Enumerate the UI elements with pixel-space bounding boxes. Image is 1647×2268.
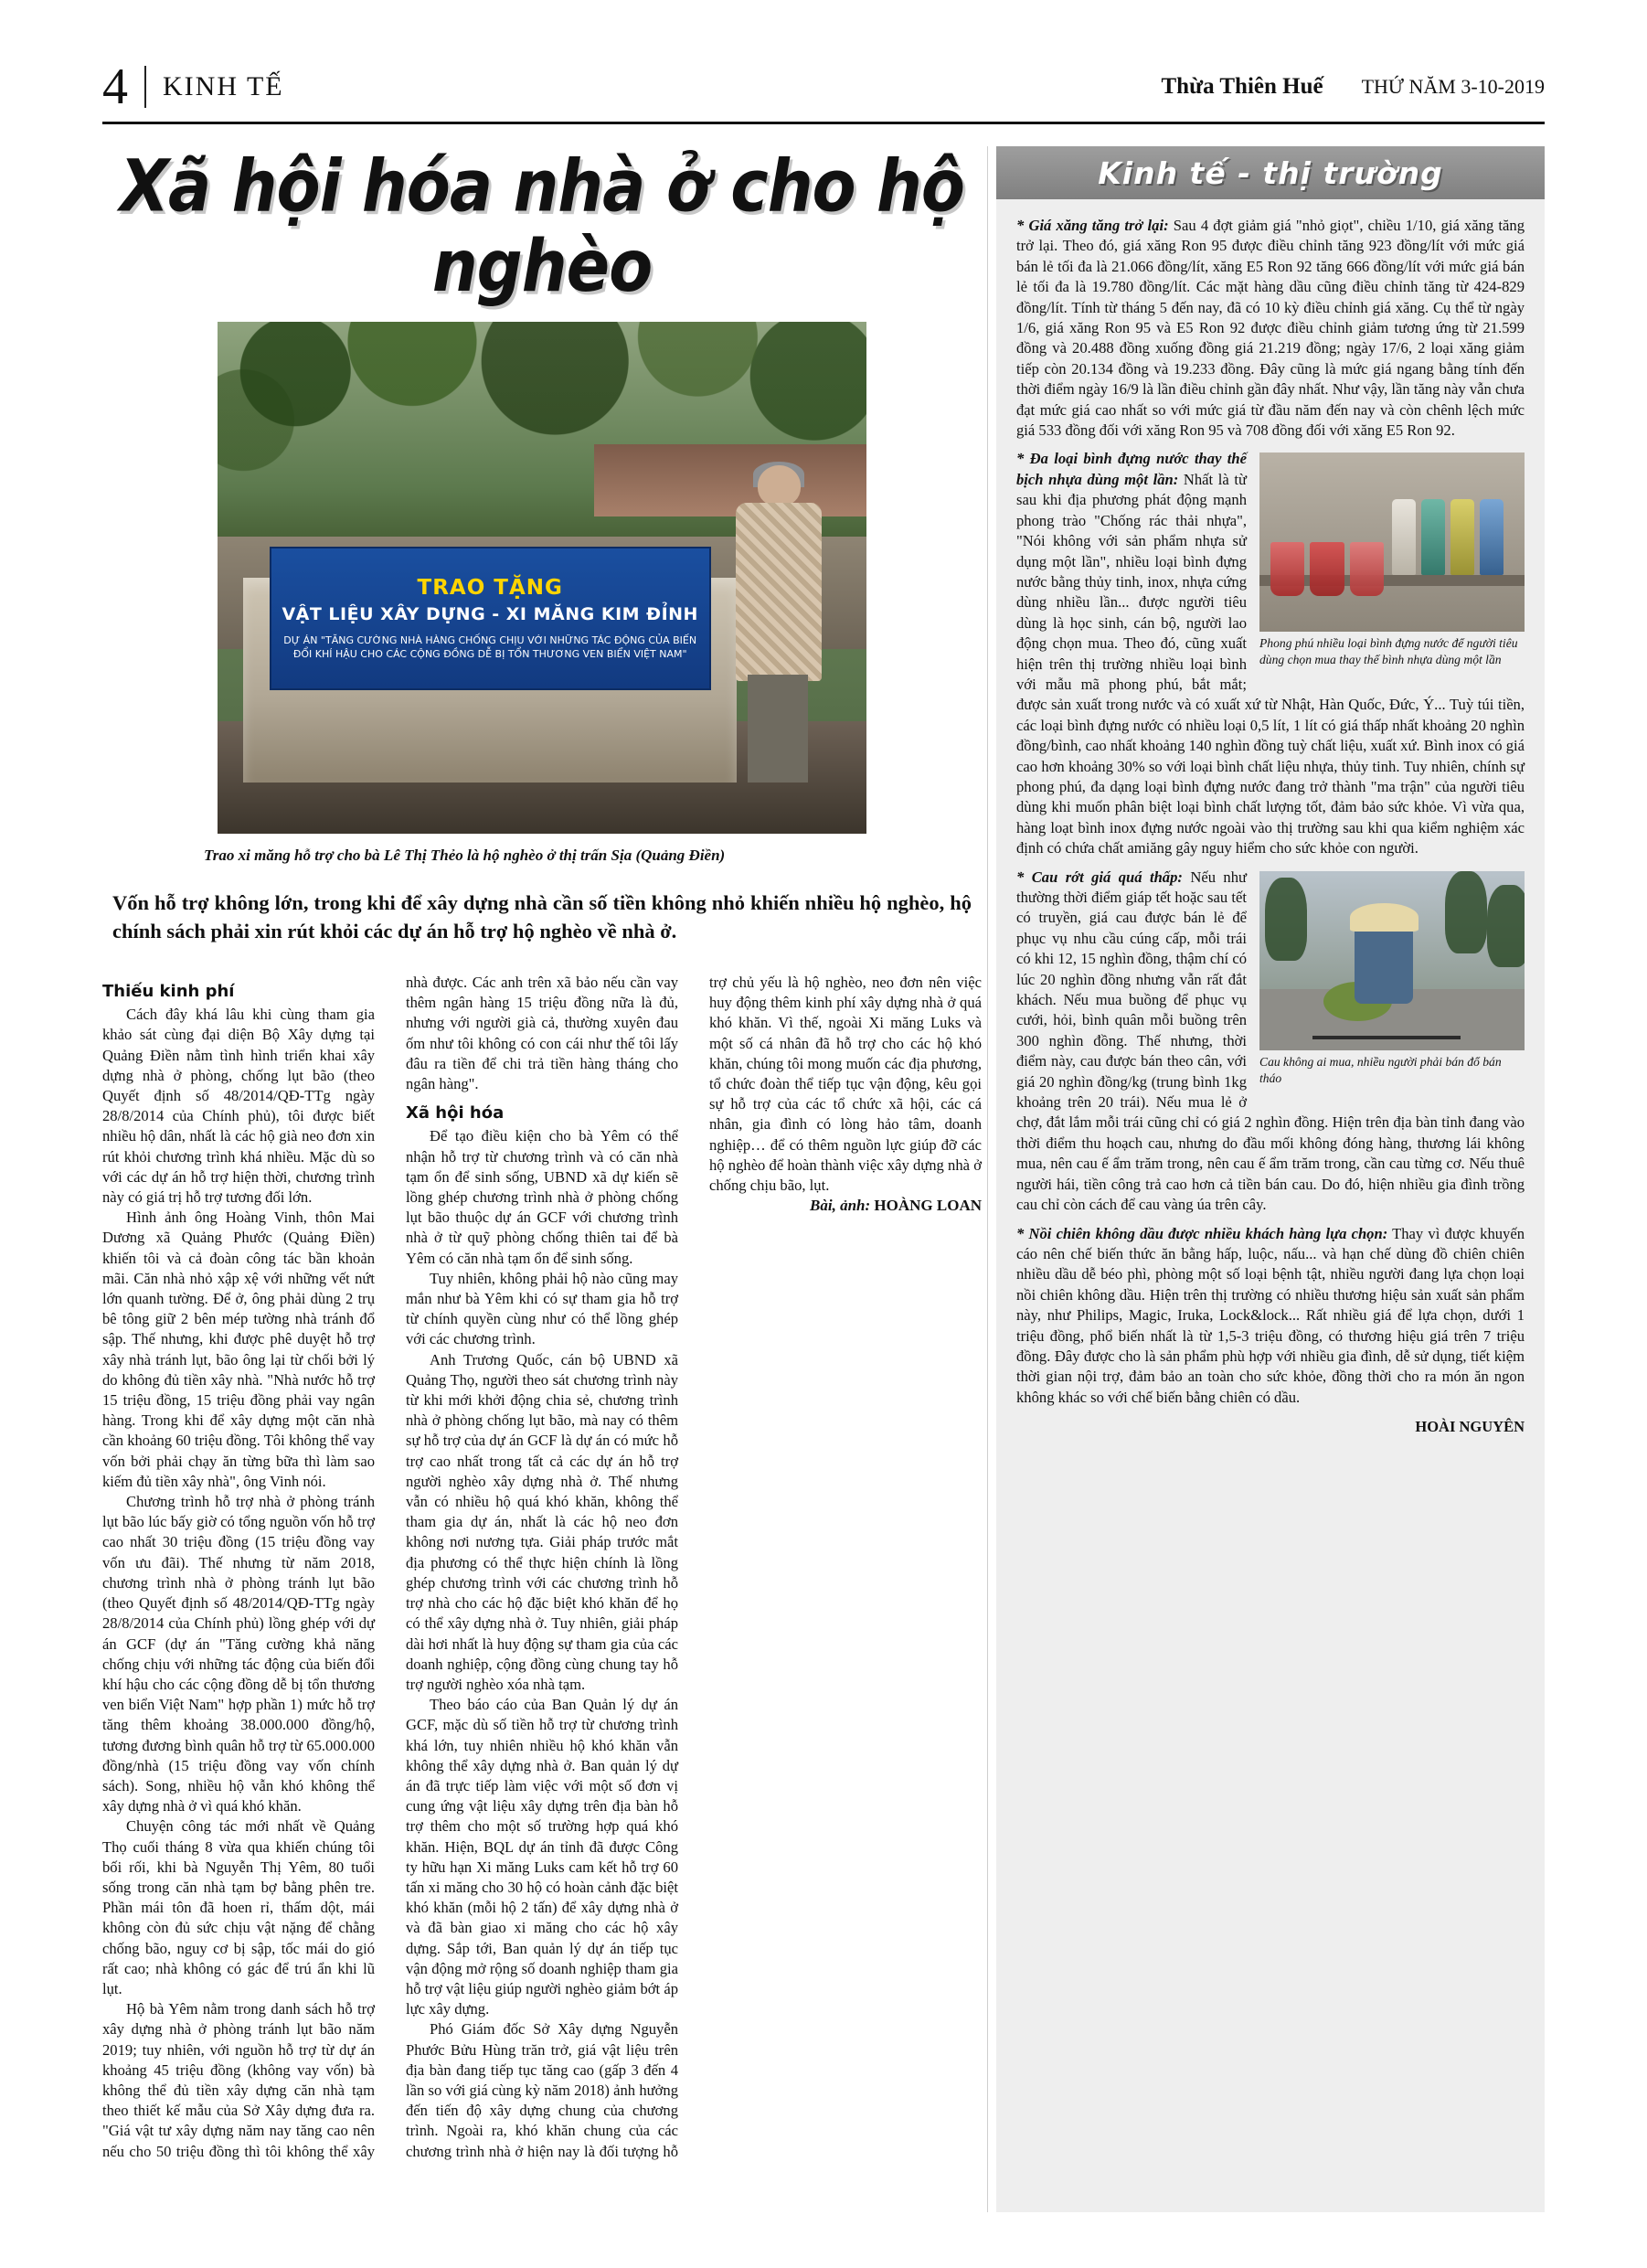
article-paragraph: Anh Trương Quốc, cán bộ UBND xã Quảng Thọ, người theo sát chương trình này từ khi mới khởi động chia sẻ, chương trình nhà ở phòng chống lụt bão, mà nay có thêm sự hỗ trợ của dự án GCF là dự án có mức hỗ trợ cao nhất trong tất cả các dự án hỗ trợ người nghèo xây dựng nhà ở. Thế nhưng vẫn có nhiều hộ quá khó khăn, không thể tham gia dự án, nhất là các hộ neo đơn không nơi nương tựa. Giải pháp trước mắt địa phương có thể thực hiện chính là lồng ghép chương trình với các chương trình hỗ trợ nhà cho các hộ đặc biệt khó khăn để họ có thể xây dựng nhà ở. Tuy nhiên, giải pháp dài hơi nhất là huy động sự tham gia của các doanh nghiệp, cộng đồng cùng chung tay hỗ trợ người nghèo xóa nhà tạm. — [406, 1350, 678, 1693]
sidebar-body — [996, 216, 1545, 1456]
photo-person — [730, 465, 828, 783]
sidebar-item — [1016, 449, 1525, 867]
sidebar-figure-areca — [1259, 871, 1525, 1087]
article-subheading: Thiếu kinh phí — [102, 982, 235, 1001]
masthead-right — [1162, 74, 1546, 100]
sidebar-item-lead: * Giá xăng tăng trở lại: — [1016, 217, 1169, 234]
article-paragraph: Chương trình hỗ trợ nhà ở phòng tránh lụt bão lúc bấy giờ có tổng nguồn vốn hỗ trợ cao nhất 30 triệu đồng (15 triệu đồng vay vốn ưu đãi). Thế nhưng từ năm 2018, chương trình nhà ở phòng tránh lụt bão (theo Quyết định số 48/2014/QĐ-TTg ngày 28/8/2014 của Chính phủ) lồng ghép với dự án GCF (dự án "Tăng cường khả năng chống chịu với những tác động của biến đổi khí hậu cho các cộng đồng dễ bị tổn thương ven biển Việt Nam" hợp phần 1) mức hỗ trợ tăng thêm khoảng 38.000.000 đồng/hộ, tương đương bình quân hỗ trợ từ 65.000.000 đồng/nhà (15 triệu đồng vay vốn chính sách). Song, nhiều hộ vẫn khó không thể xây dựng nhà ở vì quá khó khăn. — [102, 1493, 375, 1815]
masthead — [102, 55, 1545, 119]
person-body — [736, 503, 822, 680]
sidebar-item-lead: * Đa loại bình đựng nước thay thế bịch nhựa dùng một lần: — [1016, 450, 1247, 488]
banner-line-2: VẬT LIỆU XÂY DỰNG - XI MĂNG KIM ĐỈNH — [282, 604, 698, 625]
article-paragraph: Để tạo điều kiện cho bà Yêm có thể nhận hỗ trợ từ chương trình và có căn nhà tạm ổn để sinh sống, UBND xã dự kiến sẽ lồng ghép chương trình nhà ở phòng chống lụt bão thuộc dự án GCF với chương trình nhà ở từ quỹ phòng chống thiên tai để bà Yêm có căn nhà tạm ổn để sinh sống. — [406, 1127, 678, 1267]
sidebar-header — [996, 146, 1545, 199]
masthead-rule — [102, 122, 1545, 124]
article-paragraph: Tuy nhiên, không phải hộ nào cũng may mắn như bà Yêm khi có sự tham gia hỗ trợ từ chính quyền cùng như có thể lồng ghép với các chương trình. — [406, 1269, 678, 1348]
article-subheading: Xã hội hóa — [406, 1103, 505, 1123]
figure-caption: Phong phú nhiều loại bình đựng nước để người tiêu dùng chọn mua thay thế bình nhựa dùng một lần — [1259, 636, 1518, 667]
paper-name: Thừa Thiên Huế — [1161, 74, 1323, 99]
section-name: KINH TẾ — [163, 71, 284, 101]
person-head — [758, 465, 801, 506]
column-separator — [987, 146, 988, 2212]
bottle — [1421, 499, 1445, 574]
photo-banner — [270, 547, 711, 690]
sidebar-item-lead: * Nồi chiên không dầu được nhiều khách hàng lựa chọn: — [1016, 1224, 1388, 1242]
sidebar-item-text — [1016, 1224, 1525, 1409]
article-body — [102, 973, 982, 2175]
sidebar-item-body: Thay vì được khuyến cáo nên chế biến thức ăn bằng hấp, luộc, nấu... và hạn chế dùng đồ chiên chiên nhiều dầu dễ béo phì, phòng một số loại bệnh tật, nhiều người đang lựa chọn loại nồi chiên không dầu. Hiện trên thị trường có nhiều thương hiệu sản xuất sản phẩm này, như Philips, Magic, Iruka, Lock&lock... Rất nhiều giá để lựa chọn, dưới 1 triệu đồng, phổ biến nhất là từ 1,5-3 triệu đồng, có thương hiệu giá trên 7 triệu đồng. Đây được cho là sản phẩm phù hợp với nhiều gia đình, dễ sử dụng, tiết kiệm thời gian nội trợ, đảm bảo an toàn cho sức khỏe, đồng thời cho ra món ăn ngon không khác so với chế biến bằng chiên có dầu. — [1016, 1224, 1525, 1406]
sidebar-item-body: Sau 4 đợt giảm giá "nhỏ giọt", chiều 1/10, giá xăng tăng trở lại. Theo đó, giá xăng Ron 95 được điều chỉnh tăng 923 đồng/lít với mức giá bán lẻ tối đa là 21.066 đồng/lít, xăng E5 Ron 92 tăng 666 đồng/lít với mức giá bán lẻ tối đa là 19.780 đồng/lít. Các mặt hàng dầu cũng điều chỉnh tăng từ 424-829 đồng/lít. Tính từ tháng 5 đến nay, đã có 10 kỳ điều chỉnh giá xăng. Cụ thể từ ngày 1/6, giá xăng Ron 95 và E5 Ron 92 được điều chỉnh giảm tương ứng từ 21.599 đồng và 20.488 đồng xuống đồng giá 21.219 đồng; ngày 17/6, 2 loại xăng giảm tiếp còn 20.134 đồng và 19.233 đồng. Đây cũng là mức giá ngang bằng tính đến thời điểm ngày 16/9 là lần điều chỉnh gần đây nhất. Như vậy, lần tăng này vẫn chưa đạt mức giá cao nhất so với mức giá từ đầu năm đến nay và còn chênh lệch mức giá 533 đồng đối với xăng Ron 95 và 708 đồng đối với xăng E5 Ron 92. — [1016, 217, 1525, 440]
article-paragraph: Phó Giám đốc Sở Xây dựng Nguyễn Phước Bửu Hùng trăn trở, giá vật liệu trên địa bàn đang tiếp tục tăng cao (gấp 3 đến 4 lần so với giá cùng kỳ năm 2018) ảnh hưởng đến tiến độ xây dựng chung của chương trình. Ngoài ra, khó khăn chung của các chương trình nhà ở hiện nay là đối tượng hỗ trợ chủ yếu là hộ nghèo, neo đơn nên việc huy động thêm kinh phí xây dựng nhà ở quá khó khăn. Vì thế, ngoài Xi măng Luks và một số cá nhân đã hỗ trợ cho các hộ khó khăn, chúng tôi mong muốn các địa phương, tổ chức đoàn thể tiếp tục vận động, kêu gọi sự hỗ trợ của các tổ chức xã hội, các cá nhân, gia đình có lòng hảo tâm, doanh nghiệp… để có thêm nguồn lực giúp đỡ các hộ nghèo để hoàn thành việc xây dựng nhà ở chống chịu bão, lụt. — [406, 974, 982, 2160]
areca-photo — [1259, 871, 1525, 1050]
cup — [1350, 542, 1385, 596]
bottle — [1450, 499, 1474, 574]
sidebar-item-text — [1016, 216, 1525, 441]
sidebar-item — [1016, 216, 1525, 441]
vendor-body — [1355, 924, 1413, 1003]
main-article — [102, 146, 982, 2212]
sidebar-byline: HOÀI NGUYÊN — [1415, 1418, 1525, 1436]
photo-caption: Trao xi măng hỗ trợ cho bà Lê Thị Thẻo là hộ nghèo ở thị trấn Sịa (Quảng Điền) — [204, 847, 726, 864]
issue-date: THỨ NĂM 3-10-2019 — [1361, 75, 1545, 98]
bottle — [1480, 499, 1504, 574]
sidebar-item — [1016, 868, 1525, 1224]
article-paragraph: Hình ảnh ông Hoàng Vinh, thôn Mai Dương xã Quảng Phước (Quảng Điền) khiến tôi và cả đoàn công tác bần khoản mãi. Căn nhà nhỏ xập xệ với những vết nứt lớn quanh tường. Để ở, ông phải dùng 2 trụ bê tông giữ 2 bên mép tường nhà tránh đổ sập. Thế nhưng, khi được phê duyệt hỗ trợ xây nhà tránh lụt, bão ông lại từ chối bởi lý do không đủ tiền xây nhà. "Nhà nước hỗ trợ 15 triệu đồng, 15 triệu đồng phải vay ngân hàng. Trong khi để xây dựng một căn nhà cần khoảng 60 triệu đồng. Tôi không thể vay vốn bởi phải chạy ăn từng bữa thì làm sao kiếm đủ tiền xây nhà", ông Vinh nói. — [102, 1209, 375, 1490]
article-paragraph: Theo báo cáo của Ban Quản lý dự án GCF, mặc dù số tiền hỗ trợ từ chương trình khá lớn, tuy nhiên nhiều hộ khó khăn vẫn không thể xây dựng nhà ở. Ban quản lý dự án đã trực tiếp làm việc với một số đơn vị cung ứng vật liệu xây dựng trên địa bàn hỗ trợ thêm cho một số trường hợp quá khó khăn. Hiện, BQL dự án tỉnh đã được Công ty hữu hạn Xi măng Luks cam kết hỗ trợ 60 tấn xi măng cho 30 hộ có hoàn cảnh đặc biệt khó khăn (mỗi hộ 2 tấn) để xây dựng nhà ở và đã bàn giao xi măng cho các hộ xây dựng. Sắp tới, Ban quản lý dự án tiếp tục vận động mở rộng số doanh nghiệp tham gia hỗ trợ vật liệu giúp người nghèo giảm bớt áp lực xây dựng. — [406, 1696, 678, 2018]
article-paragraph: Chuyện công tác mới nhất về Quảng Thọ cuối tháng 8 vừa qua khiến chúng tôi bối rối, khi bà Nguyễn Thị Yêm, 80 tuổi sống trong căn nhà tạm bợ bằng phên tre. Phần mái tôn đã hoen rỉ, thấm dột, mái không còn đủ sức chịu vật nặng để chằng chống bão, nguy cơ bị sập, tốc mái do gió rất cao; nhà không có gác để trú ẩn khi lũ lụt. — [102, 1817, 375, 1997]
sidebar-item-body: Nhất là từ sau khi địa phương phát động mạnh phong trào "Chống rác thải nhựa", "Nói không với sản phẩm nhựa sử dụng một lần", nhiều loại bình đựng nước bằng thủy tinh, inox, nhựa cứng dùng nhiều lần... được người tiêu dùng là học sinh, cán bộ, người lao động chọn mua. Theo đó, cũng xuất hiện trên thị trường nhiều loại bình với mẫu mã phong phú, bắt mắt; được sản xuất trong nước và có xuất xứ từ Nhật, Hàn Quốc, Đức, Ý... Tuỳ túi tiền, các loại bình đựng nước có nhiều loại 0,5 lít, 1 lít có giá thấp nhất khoảng 20 nghìn đồng/bình, cao nhất khoảng 140 nghìn đồng tuỳ chất liệu, xuất xứ. Bình inox có giá cao hơn khoảng 30% so với loại bình chất liệu nhựa, thủy tinh. Tuy nhiên, chính sự phong phú, đa dạng loại bình đựng nước đang trở thành "ma trận" của người tiêu dùng khi muốn phân biệt loại bình chất lượng tốt, đảm bảo sức khỏe. Vì vừa qua, hàng loạt bình inox đựng nước ngoài vào thị trường sau khi qua kiểm nghiệm xác định có chứa chất amiăng gây nguy hiểm cho sức khỏe con người. — [1016, 470, 1525, 857]
market-sidebar — [996, 146, 1545, 2212]
tree — [1487, 885, 1525, 967]
article-paragraph: Hộ bà Yêm nằm trong danh sách hỗ trợ xây dựng nhà ở phòng tránh lụt bão năm 2019; tuy nhiên, với nguồn hỗ trợ từ dự án khoảng 45 triệu đồng (không vay vốn) bà không thể đủ tiền xây dựng căn nhà tạm theo thiết kế mẫu của Sở Xây dựng đưa ra. "Giá vật tư xây dựng năm nay tăng cao nên nếu cho 50 triệu đồng thì tôi không thể xây nhà được. Các anh trên xã bảo nếu cần vay thêm ngân hàng 15 triệu đồng nữa là đủ, nhưng với người già cả, thường xuyên đau ốm như tôi không có con cái như thế tôi lấy đâu ra tiền để chi trả tiền hàng tháng cho ngân hàng". — [102, 974, 678, 2160]
conical-hat — [1350, 903, 1419, 932]
banner-line-1: TRAO TẶNG — [417, 576, 563, 601]
article-paragraph: Cách đây khá lâu khi cùng tham gia khảo sát cùng đại diện Bộ Xây dựng tại Quảng Điền nằm tình hình triển khai xây dựng nhà ở phòng, chống lụt bão (theo Quyết định số 48/2014/QĐ-TTg ngày 28/8/2014 của Chính phủ), tôi được biết nhiều hộ dân, nhất là các hộ già neo đơn xin rút khỏi chương trình khá nhiều. Mặc dù so với các dự án hỗ trợ hiện thời, chương trình này có giá trị hỗ trợ tương đối lớn. — [102, 1006, 375, 1207]
page-number: 4 — [102, 59, 128, 115]
article-byline — [709, 1196, 982, 1216]
byline-name: HOÀNG LOAN — [874, 1197, 982, 1215]
masthead-divider — [144, 66, 146, 108]
tree — [1445, 871, 1487, 953]
article-headline: Xã hội hóa nhà ở cho hộ nghèo — [120, 144, 964, 308]
article-deck: Vốn hỗ trợ không lớn, trong khi để xây dựng nhà cần số tiền không nhỏ khiến nhiều hộ nghèo, hộ chính sách phải xin rút khỏi các dự án hỗ trợ hộ nghèo về nhà ở. — [112, 891, 972, 942]
cup — [1310, 542, 1344, 596]
figure-caption: Cau không ai mua, nhiều người phải bán đổ bán tháo — [1259, 1054, 1502, 1085]
bottles-photo — [1259, 453, 1525, 632]
sidebar-item-lead: * Cau rớt giá quá thấp: — [1016, 868, 1183, 886]
article-photo — [218, 322, 866, 834]
byline-lead: Bài, ảnh: — [810, 1197, 875, 1215]
bottle — [1392, 499, 1416, 574]
cup — [1270, 542, 1305, 596]
sidebar-item — [1016, 1224, 1525, 1409]
sidebar-figure-bottles — [1259, 453, 1525, 668]
tree — [1265, 878, 1307, 960]
banner-line-3: DỰ ÁN "TĂNG CƯỜNG NHÀ HÀNG CHỐNG CHỊU VỚI NHỮNG TÁC ĐỘNG CỦA BIẾN ĐỔI KHÍ HẬU CHO CÁC CỘNG ĐỒNG DỄ BỊ TỔN THƯƠNG VEN BIỂN VIỆT NAM" — [283, 634, 697, 661]
sidebar-item-body: Nếu như thường thời điểm giáp tết hoặc sau tết có truyền, giá cau được bán lẻ để phục vụ nhu cầu cúng cấp, mỗi trái có khi 12, 15 nghìn đồng, thậm chí có lúc 20 nghìn đồng nhưng vẫn rất đắt khách. Nếu mua buồng để phục vụ cưới, hỏi, bình quân mỗi buồng trên 300 nghìn đồng. Thế nhưng, thời điểm này, cau được bán theo cân, với giá 20 nghìn đồng/kg (trung bình 1kg khoảng trên 20 trái). Nếu mua lẻ ở chợ, đắt lắm mỗi trái cũng chỉ có giá 2 nghìn đồng. Hiện trên địa bàn tỉnh đang vào thời điểm thu hoạch cau, nhưng do đầu mối không đóng hàng, thương lái không mua, nên cau ế ẩm trăm trong, nên cau ế ẩm trăm trong, cần cau từng cơ. Nếu thuê người hái, tiền công trả cao hơn cả tiền bán cau. Do đó, hiện nhiều gia đình trồng cau chỉ còn cách để cau vàng úa trên cây. — [1016, 868, 1525, 1214]
sidebar-title: Kinh tế - thị trường — [1098, 154, 1443, 191]
person-legs — [748, 675, 808, 783]
